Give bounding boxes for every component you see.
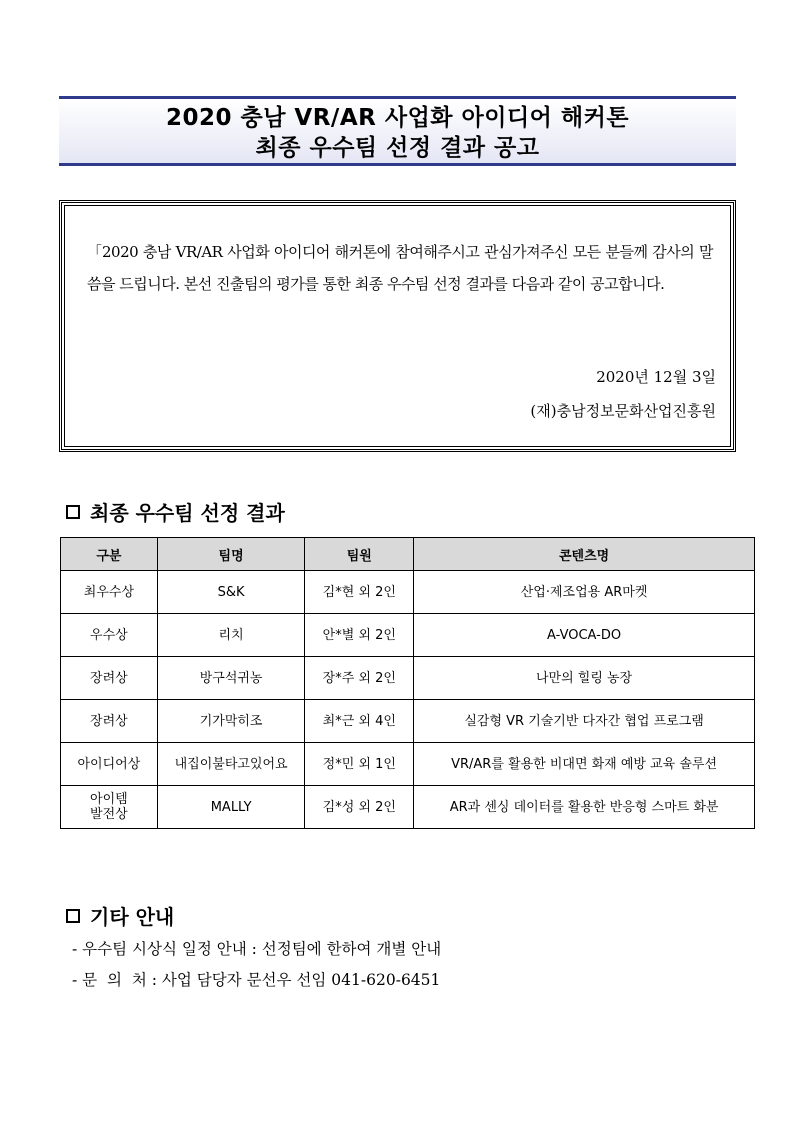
checkbox-icon (66, 505, 80, 519)
cell-category: 우수상 (61, 614, 158, 657)
cell-category: 아이템 발전상 (61, 786, 158, 829)
cell-members: 장*주 외 2인 (305, 657, 414, 700)
notice-organization: (재)충남정보문화산업진흥원 (530, 402, 716, 420)
cell-members: 정*민 외 1인 (305, 743, 414, 786)
cell-members: 김*성 외 2인 (305, 786, 414, 829)
info-heading (66, 901, 174, 930)
header-content-name: 콘텐츠명 (414, 538, 755, 571)
title-box (59, 96, 736, 166)
table-row (61, 700, 755, 743)
results-heading (66, 497, 285, 526)
cell-content-name: 실감형 VR 기술기반 다자간 협업 프로그램 (414, 700, 755, 743)
notice-box (59, 200, 736, 452)
cell-team-name: 방구석귀농 (157, 657, 305, 700)
table-row (61, 657, 755, 700)
info-list (72, 934, 441, 996)
cell-content-name: VR/AR를 활용한 비대면 화재 예방 교육 솔루션 (414, 743, 755, 786)
cell-content-name: 나만의 힐링 농장 (414, 657, 755, 700)
cell-content-name: 산업·제조업용 AR마켓 (414, 571, 755, 614)
table-row (61, 571, 755, 614)
cell-members: 안*별 외 2인 (305, 614, 414, 657)
checkbox-icon (66, 909, 80, 923)
notice-inner-border (64, 205, 731, 447)
table-row (61, 743, 755, 786)
title-line-1: 2020 충남 VR/AR 사업화 아이디어 해커톤 (165, 105, 630, 131)
cell-category: 장려상 (61, 657, 158, 700)
results-heading-text: 최종 우수팀 선정 결과 (90, 501, 285, 525)
cell-members: 김*현 외 2인 (305, 571, 414, 614)
info-item: - 문 의 처 : 사업 담당자 문선우 선임 041-620-6451 (72, 971, 441, 989)
cell-team-name: MALLY (157, 786, 305, 829)
table-row (61, 614, 755, 657)
info-item: - 우수팀 시상식 일정 안내 : 선정팀에 한하여 개별 안내 (72, 940, 442, 958)
results-table (60, 537, 755, 829)
cell-team-name: 기가막히조 (157, 700, 305, 743)
title-line-2: 최종 우수팀 선정 결과 공고 (255, 135, 540, 161)
cell-content-name: AR과 센싱 데이터를 활용한 반응형 스마트 화분 (414, 786, 755, 829)
table-header-row (61, 538, 755, 571)
notice-date: 2020년 12월 3일 (596, 368, 716, 386)
cell-category: 장려상 (61, 700, 158, 743)
cell-category: 최우수상 (61, 571, 158, 614)
cell-team-name: 리치 (157, 614, 305, 657)
header-members: 팀원 (305, 538, 414, 571)
header-category: 구분 (61, 538, 158, 571)
table-row (61, 786, 755, 829)
cell-content-name: A-VOCA-DO (414, 614, 755, 657)
notice-body: 「2020 충남 VR/AR 사업화 아이디어 해커톤에 참여해주시고 관심가져주신 모든 분들께 감사의 말씀을 드립니다. 본선 진출팀의 평가를 통한 최종 우수팀 선정 결과를 다음과 같이 공고합니다. (87, 243, 713, 293)
cell-category: 아이디어상 (61, 743, 158, 786)
cell-members: 최*근 외 4인 (305, 700, 414, 743)
header-team-name: 팀명 (157, 538, 305, 571)
info-heading-text: 기타 안내 (90, 905, 175, 929)
cell-team-name: S&K (157, 571, 305, 614)
cell-team-name: 내집이불타고있어요 (157, 743, 305, 786)
